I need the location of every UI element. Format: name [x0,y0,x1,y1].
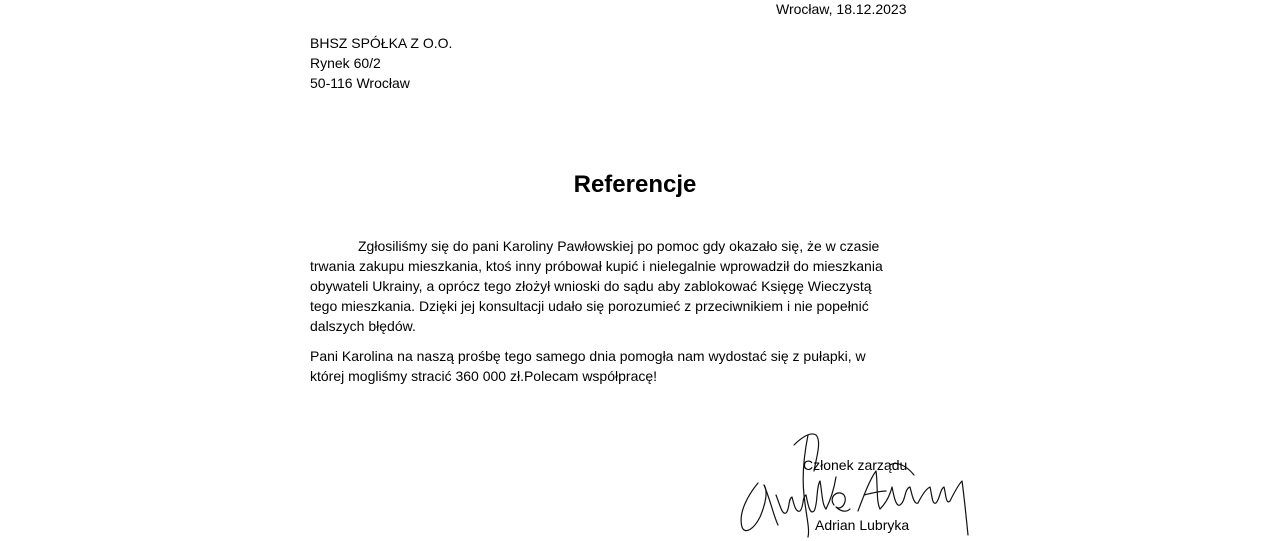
letter-title: Referencje [573,171,697,198]
paragraph-1-line: tego mieszkania. Dzięki jej konsultacji udało się porozumieć z przeciwnikiem i nie popełnić [310,298,869,314]
paragraph-2-line: której mogliśmy stracić 360 000 zł.Polecam współpracę! [310,368,658,384]
signature-role: Członek zarządu [803,457,908,473]
letter-date: Wrocław, 18.12.2023 [776,1,907,17]
paragraph-1-line: dalszych błędów. [310,318,416,334]
letter-body [310,236,920,386]
paragraph-1 [310,236,920,336]
signature-name: Adrian Lubryka [815,517,910,533]
paragraph-1-line: trwania zakupu mieszkania, ktoś inny próbował kupić i nielegalnie wprowadził do mieszkania [310,258,883,274]
paragraph-2 [310,346,920,386]
recipient-name: BHSZ SPÓŁKA Z O.O. [310,35,453,51]
paragraph-2-line: Pani Karolina na naszą prośbę tego samego dnia pomogła nam wydostać się z pułapki, w [310,348,866,364]
recipient-street: Rynek 60/2 [310,55,381,71]
paragraph-1-line: Zgłosiliśmy się do pani Karoliny Pawłowskiej po pomoc gdy okazało się, że w czasie [358,238,880,254]
recipient-address [310,33,452,93]
recipient-city: 50-116 Wrocław [310,75,410,91]
paragraph-1-line: obywateli Ukrainy, a oprócz tego złożył wnioski do sądu aby zablokować Księgę Wieczystą [310,278,872,294]
